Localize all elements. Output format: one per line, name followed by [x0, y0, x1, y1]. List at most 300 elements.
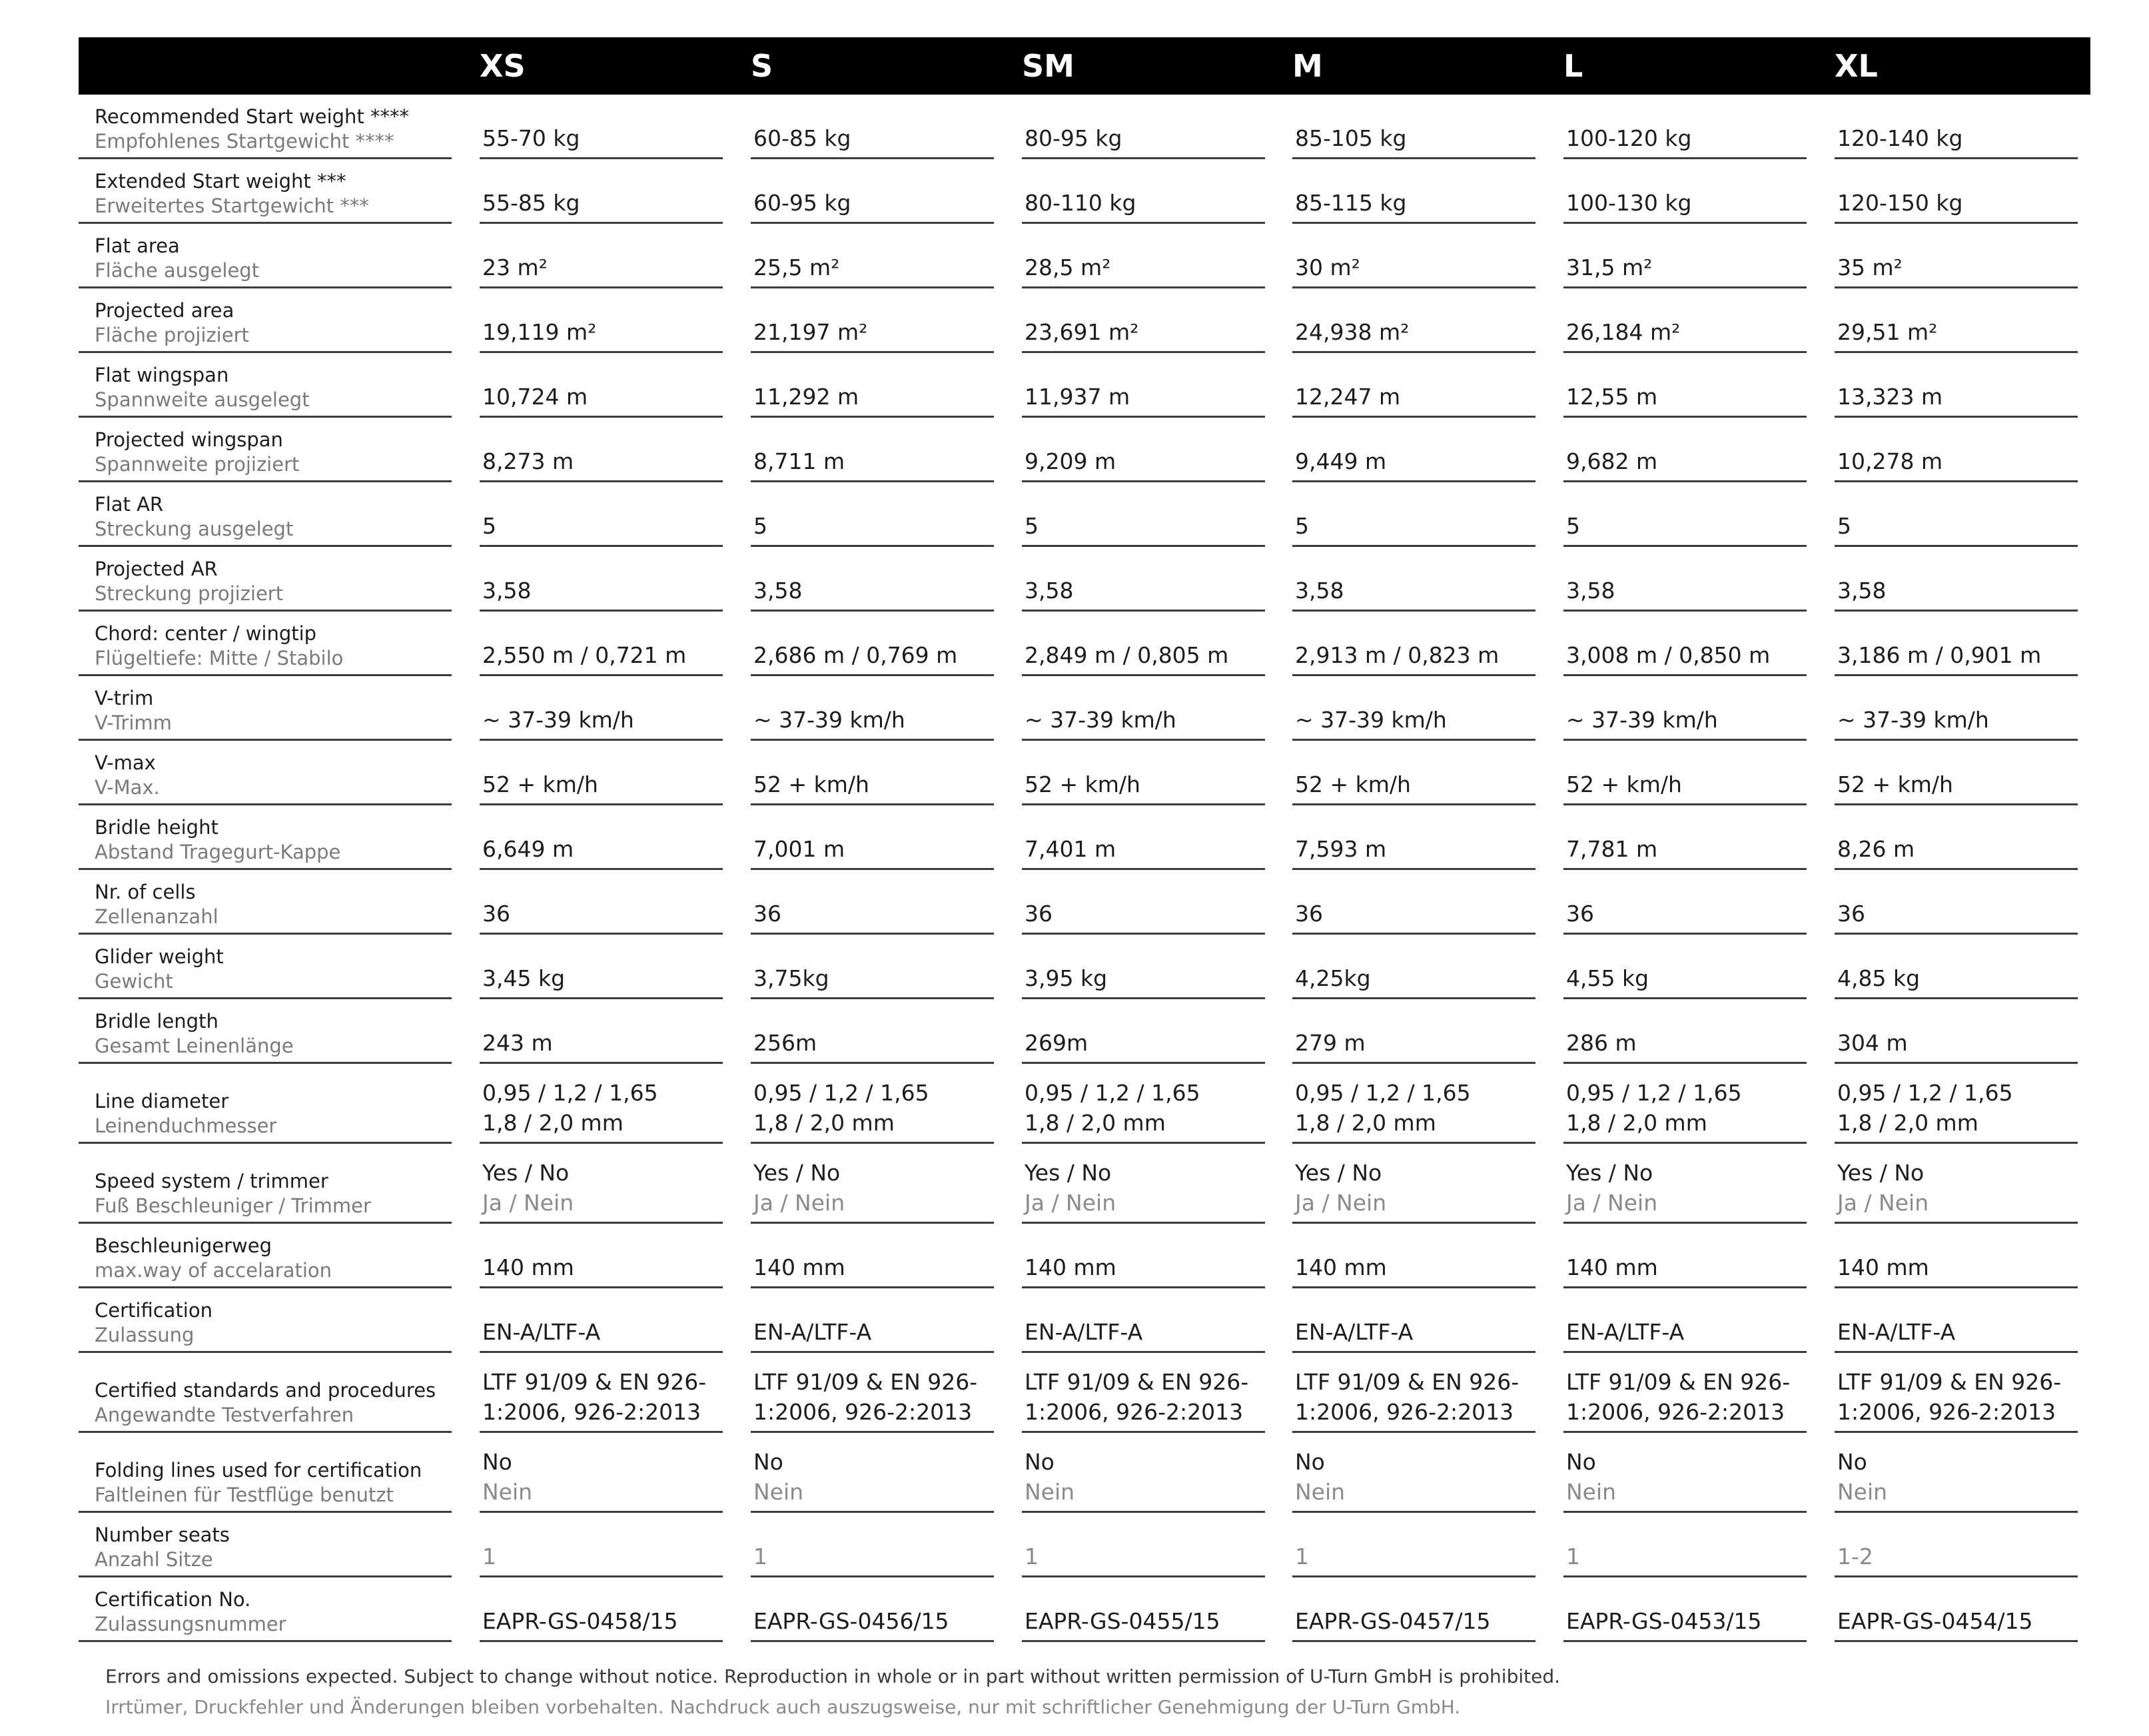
spec-value-m — [1292, 1433, 1535, 1513]
spec-value-s — [751, 805, 994, 870]
spec-value-text: 6,649 m — [482, 836, 574, 862]
spec-value-text: 36 — [1837, 901, 1865, 927]
spec-value-text: 5 — [753, 513, 767, 539]
spec-value-text: ~ 37-39 km/h — [1025, 707, 1176, 733]
spec-value-xl — [1835, 353, 2078, 418]
spec-value-text: 5 — [482, 513, 496, 539]
spec-value-text: 35 m² — [1837, 254, 1903, 280]
spec-value-line-2: Nein — [753, 1479, 804, 1505]
spec-value-line-2: 1,8 / 2,0 mm — [482, 1110, 624, 1136]
spec-value-xl — [1835, 999, 2078, 1064]
spec-value-line-2: 1:2006, 926-2:2013 — [1566, 1399, 1785, 1425]
spec-label-english: Extended Start weight *** — [95, 170, 346, 193]
spec-value-text: 9,209 m — [1025, 448, 1116, 474]
spec-value-line-1: No — [1566, 1449, 1596, 1475]
spec-value-s — [751, 288, 994, 353]
spec-value-line-2: 1,8 / 2,0 mm — [1837, 1110, 1978, 1136]
spec-value-line-1: LTF 91/09 & EN 926- — [1295, 1369, 1519, 1395]
spec-value-text: 4,85 kg — [1837, 965, 1921, 991]
spec-label — [79, 1353, 452, 1433]
spec-value-sm — [1022, 1064, 1265, 1144]
spec-value-l — [1563, 482, 1807, 547]
spec-value-m — [1292, 224, 1535, 288]
spec-value-s — [751, 1577, 994, 1642]
spec-value-text: 52 + km/h — [1025, 771, 1140, 797]
spec-value-xl — [1835, 288, 2078, 353]
spec-row — [79, 95, 2090, 159]
spec-label — [79, 1577, 452, 1642]
spec-value-line-2: 1,8 / 2,0 mm — [753, 1110, 895, 1136]
spec-value-m — [1292, 288, 1535, 353]
spec-value-line-2: Nein — [1566, 1479, 1617, 1505]
spec-value-text: EAPR-GS-0453/15 — [1566, 1608, 1762, 1634]
spec-value-text: 140 mm — [753, 1254, 845, 1280]
spec-label-english: Glider weight — [95, 945, 224, 968]
spec-row — [79, 870, 2090, 935]
spec-value-l — [1563, 353, 1807, 418]
spec-label — [79, 1224, 452, 1288]
spec-label-english: Flat area — [95, 234, 180, 257]
spec-row — [79, 612, 2090, 676]
spec-label — [79, 288, 452, 353]
spec-label — [79, 159, 452, 224]
spec-value-sm — [1022, 870, 1265, 935]
spec-row — [79, 1224, 2090, 1288]
spec-value-m — [1292, 676, 1535, 741]
spec-value-text: 3,95 kg — [1025, 965, 1108, 991]
spec-value-s — [751, 1513, 994, 1577]
spec-label — [79, 1288, 452, 1353]
spec-value-xl — [1835, 482, 2078, 547]
spec-value-line-2: Ja / Nein — [1025, 1190, 1116, 1216]
spec-value-l — [1563, 224, 1807, 288]
disclaimer-german: Irrtümer, Druckfehler und Änderungen bleiben vorbehalten. Nachdruck auch auszugsweise, nur mit schriftlicher Genehmigung der U-Turn GmbH. — [105, 1696, 1461, 1718]
spec-label-german: Zulassung — [95, 1324, 195, 1346]
spec-label-english: Certification No. — [95, 1588, 251, 1611]
spec-value-m — [1292, 805, 1535, 870]
spec-value-s — [751, 418, 994, 482]
spec-label-english: Beschleunigerweg — [95, 1234, 272, 1257]
spec-label — [79, 418, 452, 482]
spec-label-german: Flügeltiefe: Mitte / Stabilo — [95, 647, 344, 669]
spec-label — [79, 1433, 452, 1513]
spec-value-text: ~ 37-39 km/h — [753, 707, 905, 733]
spec-value-line-1: LTF 91/09 & EN 926- — [482, 1369, 707, 1395]
spec-label — [79, 1513, 452, 1577]
spec-value-text: 52 + km/h — [1837, 771, 1953, 797]
spec-value-line-1: 0,95 / 1,2 / 1,65 — [482, 1080, 658, 1106]
size-header-xl: XL — [1835, 48, 1878, 84]
spec-value-xs — [480, 1288, 723, 1353]
spec-value-s — [751, 1288, 994, 1353]
spec-value-text: 52 + km/h — [1566, 771, 1682, 797]
spec-row — [79, 676, 2090, 741]
spec-value-xl — [1835, 95, 2078, 159]
spec-value-text: 52 + km/h — [753, 771, 869, 797]
spec-value-sm — [1022, 1433, 1265, 1513]
spec-value-text: 8,273 m — [482, 448, 574, 474]
spec-label-german: Anzahl Sitze — [95, 1548, 213, 1571]
spec-label-english: Bridle length — [95, 1010, 218, 1033]
spec-value-s — [751, 482, 994, 547]
spec-value-s — [751, 676, 994, 741]
spec-value-text: 29,51 m² — [1837, 319, 1938, 345]
spec-value-text: EN-A/LTF-A — [1837, 1319, 1956, 1345]
spec-label-english: Certification — [95, 1299, 213, 1322]
spec-label-german: Fläche projiziert — [95, 324, 249, 346]
spec-value-line-1: No — [482, 1449, 512, 1475]
spec-value-xs — [480, 999, 723, 1064]
spec-value-text: 36 — [1025, 901, 1053, 927]
spec-label — [79, 612, 452, 676]
spec-label — [79, 999, 452, 1064]
spec-value-line-2: Ja / Nein — [482, 1190, 574, 1216]
spec-value-m — [1292, 418, 1535, 482]
spec-value-text: 3,186 m / 0,901 m — [1837, 642, 2042, 668]
spec-value-text: 3,58 — [1837, 578, 1887, 604]
spec-value-text: EN-A/LTF-A — [753, 1319, 872, 1345]
spec-value-text: 19,119 m² — [482, 319, 597, 345]
spec-value-l — [1563, 741, 1807, 805]
spec-value-l — [1563, 547, 1807, 612]
footer-disclaimer — [105, 1661, 1560, 1723]
spec-value-text: 7,593 m — [1295, 836, 1387, 862]
spec-value-text: 3,58 — [1025, 578, 1074, 604]
spec-value-text: 9,449 m — [1295, 448, 1387, 474]
spec-label — [79, 1144, 452, 1224]
spec-value-text: 140 mm — [482, 1254, 574, 1280]
spec-value-l — [1563, 1224, 1807, 1288]
spec-label-german: Gesamt Leinenlänge — [95, 1035, 294, 1057]
spec-value-l — [1563, 676, 1807, 741]
spec-value-l — [1563, 935, 1807, 999]
spec-label-german: Leinenduchmesser — [95, 1114, 277, 1137]
spec-value-xs — [480, 1513, 723, 1577]
spec-label — [79, 224, 452, 288]
spec-value-text: 120-140 kg — [1837, 125, 1963, 151]
spec-value-text: 140 mm — [1025, 1254, 1116, 1280]
spec-value-text: EN-A/LTF-A — [1025, 1319, 1143, 1345]
spec-value-l — [1563, 288, 1807, 353]
spec-value-s — [751, 1144, 994, 1224]
spec-value-text: 11,937 m — [1025, 384, 1130, 410]
spec-value-xs — [480, 353, 723, 418]
spec-value-l — [1563, 1353, 1807, 1433]
spec-value-line-2: Ja / Nein — [753, 1190, 845, 1216]
spec-label-english: Nr. of cells — [95, 881, 196, 903]
spec-row — [79, 1433, 2090, 1513]
spec-value-text: 10,724 m — [482, 384, 588, 410]
spec-value-sm — [1022, 482, 1265, 547]
spec-value-text: 26,184 m² — [1566, 319, 1681, 345]
spec-value-text: 1 — [1566, 1543, 1580, 1569]
spec-value-text: 120-150 kg — [1837, 190, 1963, 216]
spec-value-text: ~ 37-39 km/h — [1566, 707, 1718, 733]
spec-value-text: 10,278 m — [1837, 448, 1943, 474]
spec-value-m — [1292, 547, 1535, 612]
spec-value-xs — [480, 741, 723, 805]
spec-value-m — [1292, 1224, 1535, 1288]
spec-value-text: 304 m — [1837, 1030, 1908, 1056]
spec-value-line-1: No — [753, 1449, 783, 1475]
spec-value-text: EN-A/LTF-A — [482, 1319, 601, 1345]
spec-value-line-1: No — [1295, 1449, 1325, 1475]
spec-value-line-1: 0,95 / 1,2 / 1,65 — [753, 1080, 929, 1106]
spec-value-sm — [1022, 1288, 1265, 1353]
spec-value-line-1: LTF 91/09 & EN 926- — [753, 1369, 978, 1395]
spec-value-line-1: LTF 91/09 & EN 926- — [1837, 1369, 2062, 1395]
spec-label-german: Fuß Beschleuniger / Trimmer — [95, 1194, 371, 1217]
spec-value-line-1: Yes / No — [1025, 1160, 1112, 1186]
spec-value-text: 100-130 kg — [1566, 190, 1692, 216]
spec-value-line-1: LTF 91/09 & EN 926- — [1025, 1369, 1249, 1395]
spec-label — [79, 676, 452, 741]
spec-value-text: 243 m — [482, 1030, 553, 1056]
spec-value-text: EAPR-GS-0455/15 — [1025, 1608, 1220, 1634]
spec-value-text: 3,75kg — [753, 965, 829, 991]
spec-value-line-1: Yes / No — [1837, 1160, 1925, 1186]
spec-value-line-1: No — [1025, 1449, 1055, 1475]
spec-label — [79, 482, 452, 547]
spec-value-m — [1292, 1144, 1535, 1224]
spec-label — [79, 935, 452, 999]
spec-label-german: max.way of accelaration — [95, 1259, 332, 1282]
spec-value-m — [1292, 999, 1535, 1064]
spec-value-text: 52 + km/h — [1295, 771, 1411, 797]
spec-label — [79, 805, 452, 870]
spec-value-text: 28,5 m² — [1025, 254, 1111, 280]
spec-label-german: Streckung projiziert — [95, 582, 284, 605]
spec-value-line-2: 1:2006, 926-2:2013 — [753, 1399, 973, 1425]
spec-value-xl — [1835, 224, 2078, 288]
spec-label-german: Faltleinen für Testflüge benutzt — [95, 1484, 394, 1506]
spec-row — [79, 805, 2090, 870]
spec-value-sm — [1022, 999, 1265, 1064]
spec-value-text: 3,58 — [753, 578, 803, 604]
spec-label-german: Gewicht — [95, 970, 173, 993]
spec-value-text: 279 m — [1295, 1030, 1366, 1056]
spec-value-text: 36 — [753, 901, 781, 927]
spec-value-text: 2,550 m / 0,721 m — [482, 642, 687, 668]
spec-label — [79, 870, 452, 935]
spec-value-text: 269m — [1025, 1030, 1088, 1056]
spec-value-xs — [480, 224, 723, 288]
spec-row — [79, 999, 2090, 1064]
spec-value-text: 55-70 kg — [482, 125, 580, 151]
spec-value-text: 80-110 kg — [1025, 190, 1136, 216]
spec-value-text: 140 mm — [1566, 1254, 1658, 1280]
spec-value-text: 13,323 m — [1837, 384, 1943, 410]
spec-value-xl — [1835, 1224, 2078, 1288]
spec-value-xs — [480, 418, 723, 482]
spec-value-sm — [1022, 1513, 1265, 1577]
spec-value-xs — [480, 95, 723, 159]
spec-value-l — [1563, 1288, 1807, 1353]
spec-value-xs — [480, 547, 723, 612]
spec-value-text: 23 m² — [482, 254, 548, 280]
spec-value-xl — [1835, 612, 2078, 676]
spec-row — [79, 1288, 2090, 1353]
spec-value-text: 25,5 m² — [753, 254, 840, 280]
spec-value-text: 7,401 m — [1025, 836, 1116, 862]
spec-value-line-2: 1:2006, 926-2:2013 — [1025, 1399, 1244, 1425]
spec-value-xs — [480, 676, 723, 741]
spec-value-text: 1 — [753, 1543, 767, 1569]
spec-value-text: 3,58 — [482, 578, 532, 604]
spec-value-xl — [1835, 805, 2078, 870]
spec-value-text: 8,711 m — [753, 448, 845, 474]
spec-value-s — [751, 1353, 994, 1433]
spec-value-l — [1563, 1144, 1807, 1224]
spec-value-text: 1 — [1025, 1543, 1039, 1569]
spec-value-text: 80-95 kg — [1025, 125, 1122, 151]
spec-value-line-1: 0,95 / 1,2 / 1,65 — [1837, 1080, 2013, 1106]
spec-value-text: 11,292 m — [753, 384, 859, 410]
spec-label-english: Chord: center / wingtip — [95, 622, 317, 645]
spec-value-line-2: Nein — [1025, 1479, 1075, 1505]
spec-value-text: 9,682 m — [1566, 448, 1658, 474]
spec-label — [79, 1064, 452, 1144]
spec-value-xl — [1835, 676, 2078, 741]
spec-value-xs — [480, 1353, 723, 1433]
spec-rows — [79, 95, 2090, 1642]
spec-row — [79, 1513, 2090, 1577]
spec-value-l — [1563, 870, 1807, 935]
spec-value-xs — [480, 482, 723, 547]
spec-label — [79, 741, 452, 805]
spec-value-line-2: Nein — [482, 1479, 533, 1505]
spec-value-s — [751, 741, 994, 805]
spec-value-line-1: 0,95 / 1,2 / 1,65 — [1025, 1080, 1200, 1106]
spec-value-line-2: 1,8 / 2,0 mm — [1295, 1110, 1436, 1136]
spec-value-s — [751, 612, 994, 676]
spec-value-text: 85-115 kg — [1295, 190, 1407, 216]
spec-label-english: Projected AR — [95, 558, 218, 580]
spec-value-text: 2,849 m / 0,805 m — [1025, 642, 1229, 668]
spec-value-text: 36 — [482, 901, 510, 927]
spec-value-sm — [1022, 935, 1265, 999]
spec-label-english: Bridle height — [95, 816, 218, 839]
spec-label-german: Abstand Tragegurt-Kappe — [95, 841, 341, 863]
spec-value-line-1: 0,95 / 1,2 / 1,65 — [1295, 1080, 1471, 1106]
spec-value-text: 12,55 m — [1566, 384, 1658, 410]
spec-value-xs — [480, 1064, 723, 1144]
spec-value-xs — [480, 1144, 723, 1224]
spec-value-xs — [480, 1577, 723, 1642]
spec-value-text: 7,001 m — [753, 836, 845, 862]
spec-value-line-2: Nein — [1295, 1479, 1346, 1505]
spec-value-line-2: 1:2006, 926-2:2013 — [482, 1399, 701, 1425]
spec-value-xl — [1835, 1433, 2078, 1513]
spec-value-xl — [1835, 870, 2078, 935]
spec-label-german: Zulassungsnummer — [95, 1613, 286, 1635]
spec-value-text: ~ 37-39 km/h — [1295, 707, 1447, 733]
spec-value-line-2: Ja / Nein — [1295, 1190, 1387, 1216]
spec-label-english: Projected wingspan — [95, 428, 283, 451]
spec-value-m — [1292, 482, 1535, 547]
spec-value-xs — [480, 935, 723, 999]
spec-label-english: Folding lines used for certification — [95, 1459, 422, 1482]
spec-value-xl — [1835, 547, 2078, 612]
spec-value-text: 36 — [1295, 901, 1323, 927]
spec-value-sm — [1022, 805, 1265, 870]
spec-value-l — [1563, 95, 1807, 159]
spec-value-s — [751, 870, 994, 935]
spec-value-xl — [1835, 1064, 2078, 1144]
spec-value-text: 2,913 m / 0,823 m — [1295, 642, 1500, 668]
spec-value-text: ~ 37-39 km/h — [1837, 707, 1989, 733]
spec-value-text: EAPR-GS-0454/15 — [1837, 1608, 2033, 1634]
spec-value-text: 31,5 m² — [1566, 254, 1653, 280]
spec-value-s — [751, 224, 994, 288]
spec-value-m — [1292, 612, 1535, 676]
spec-value-sm — [1022, 159, 1265, 224]
spec-value-line-2: Ja / Nein — [1566, 1190, 1658, 1216]
spec-value-xl — [1835, 159, 2078, 224]
spec-label-german: Angewandte Testverfahren — [95, 1404, 354, 1426]
spec-value-line-1: 0,95 / 1,2 / 1,65 — [1566, 1080, 1742, 1106]
spec-label-german: Erweitertes Startgewicht *** — [95, 195, 369, 217]
spec-value-text: 60-95 kg — [753, 190, 851, 216]
spec-value-l — [1563, 805, 1807, 870]
spec-value-text: 36 — [1566, 901, 1594, 927]
spec-value-s — [751, 95, 994, 159]
spec-value-line-2: 1:2006, 926-2:2013 — [1295, 1399, 1514, 1425]
spec-value-m — [1292, 1288, 1535, 1353]
spec-value-s — [751, 999, 994, 1064]
spec-value-line-2: Ja / Nein — [1837, 1190, 1929, 1216]
spec-row — [79, 288, 2090, 353]
size-header-bar — [79, 37, 2090, 95]
spec-label-english: Certified standards and procedures — [95, 1379, 436, 1402]
spec-value-text: 5 — [1566, 513, 1580, 539]
spec-value-m — [1292, 1577, 1535, 1642]
spec-value-text: 5 — [1025, 513, 1039, 539]
spec-value-l — [1563, 1433, 1807, 1513]
spec-value-s — [751, 353, 994, 418]
spec-value-l — [1563, 159, 1807, 224]
spec-row — [79, 547, 2090, 612]
spec-value-text: 60-85 kg — [753, 125, 851, 151]
spec-value-sm — [1022, 353, 1265, 418]
spec-value-text: EAPR-GS-0457/15 — [1295, 1608, 1491, 1634]
spec-value-s — [751, 1433, 994, 1513]
spec-value-sm — [1022, 1144, 1265, 1224]
spec-value-text: 1 — [482, 1543, 496, 1569]
spec-value-s — [751, 547, 994, 612]
spec-label-english: Flat AR — [95, 493, 164, 516]
spec-value-xl — [1835, 1353, 2078, 1433]
spec-value-sm — [1022, 547, 1265, 612]
spec-value-text: ~ 37-39 km/h — [482, 707, 634, 733]
spec-value-line-1: Yes / No — [482, 1160, 570, 1186]
spec-value-text: 5 — [1837, 513, 1851, 539]
spec-value-l — [1563, 1577, 1807, 1642]
spec-label-english: Flat wingspan — [95, 364, 229, 386]
spec-value-xl — [1835, 1144, 2078, 1224]
spec-row — [79, 418, 2090, 482]
spec-value-text: 21,197 m² — [753, 319, 868, 345]
spec-value-line-1: No — [1837, 1449, 1867, 1475]
spec-label-english: Number seats — [95, 1523, 230, 1546]
spec-label-english: Speed system / trimmer — [95, 1170, 328, 1192]
spec-value-xl — [1835, 1288, 2078, 1353]
spec-row — [79, 741, 2090, 805]
spec-value-xs — [480, 288, 723, 353]
spec-value-text: 4,55 kg — [1566, 965, 1649, 991]
spec-value-text: 5 — [1295, 513, 1309, 539]
spec-value-text: 23,691 m² — [1025, 319, 1139, 345]
